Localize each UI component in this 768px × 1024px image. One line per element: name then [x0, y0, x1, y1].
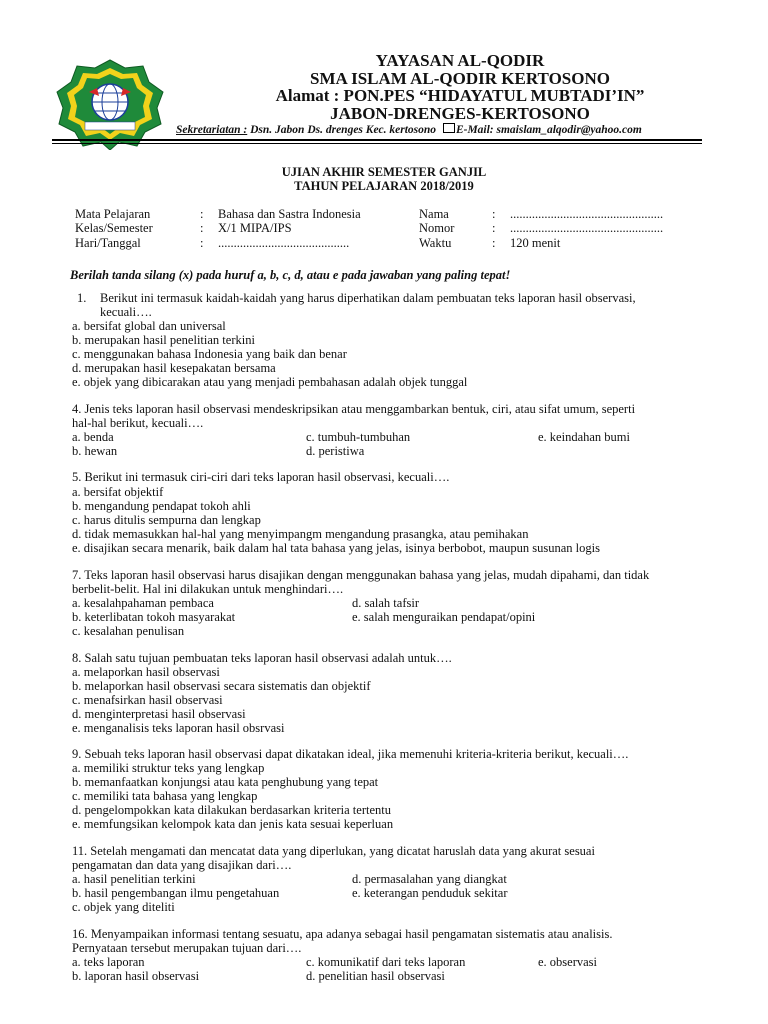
option-b: b. keterlibatan tokoh masyarakat	[72, 610, 236, 624]
question-text: 8. Salah satu tujuan pembuatan teks laporan hasil observasi adalah untuk….	[72, 651, 452, 665]
question-text: Pernyataan tersebut merupakan tujuan dari….	[72, 941, 302, 955]
option-a: a. bersifat global dan universal	[72, 319, 226, 333]
option-a: a. kesalahpahaman pembaca	[72, 596, 214, 610]
info-value: 120 menit	[510, 236, 561, 250]
option-e: e. salah menguraikan pendapat/opini	[352, 610, 536, 624]
info-label: Waktu	[419, 236, 452, 250]
info-label: Nomor	[419, 221, 455, 235]
info-label: Nama	[419, 207, 449, 221]
option-c: c. objek yang diteliti	[72, 900, 175, 914]
info-colon: :	[200, 207, 204, 221]
info-colon: :	[200, 236, 204, 250]
question-text: 4. Jenis teks laporan hasil observasi mendeskripsikan atau menggambarkan bentuk, ciri, atau sifat umum, seperti	[72, 402, 636, 416]
option-d: d. peristiwa	[306, 444, 365, 458]
info-colon: :	[492, 207, 496, 221]
option-e: e. keindahan bumi	[538, 430, 630, 444]
question-text: Berikut ini termasuk kaidah-kaidah yang harus diperhatikan dalam pembuatan teks laporan hasil observasi,	[100, 291, 636, 305]
foundation-name: YAYASAN AL-QODIR	[375, 51, 545, 70]
option-e: e. menganalisis teks laporan hasil obsrvasi	[72, 721, 285, 735]
secretariat-address: Dsn. Jabon Ds. drenges Kec. kertosono	[250, 124, 437, 136]
option-e: e. observasi	[538, 955, 598, 969]
question-text: 11. Setelah mengamati dan mencatat data yang diperlukan, yang dicatat haruslah data yang akurat sesuai	[72, 844, 595, 858]
email-text: E-Mail: smaislam_alqodir@yahoo.com	[455, 124, 642, 136]
info-value: X/1 MIPA/IPS	[218, 221, 292, 235]
option-d: d. menginterpretasi hasil observasi	[72, 707, 246, 721]
school-logo	[55, 58, 165, 150]
option-d: d. tidak memasukkan hal-hal yang menyimpangm mengandung prasangka, atau pemihakan	[72, 527, 529, 541]
question-text: 5. Berikut ini termasuk ciri-ciri dari teks laporan hasil observasi, kecuali….	[72, 470, 450, 484]
option-c: c. memiliki tata bahasa yang lengkap	[72, 789, 258, 803]
option-c: c. tumbuh-tumbuhan	[306, 430, 411, 444]
question-text: kecuali….	[100, 305, 152, 319]
secretariat-label: Sekretariatan :	[176, 124, 248, 136]
info-colon: :	[492, 236, 496, 250]
option-d: d. penelitian hasil observasi	[306, 969, 445, 983]
option-e: e. memfungsikan kelompok kata dan jenis kata sesuai keperluan	[72, 817, 394, 831]
question-text: berbelit-belit. Hal ini dilakukan untuk menghindari….	[72, 582, 344, 596]
option-c: c. kesalahan penulisan	[72, 624, 185, 638]
option-c: c. komunikatif dari teks laporan	[306, 955, 466, 969]
question-text: pengamatan dan data yang disajikan dari….	[72, 858, 292, 872]
info-colon: :	[492, 221, 496, 235]
question-text: hal-hal berikut, kecuali….	[72, 416, 204, 430]
info-value: .................................................	[510, 207, 664, 221]
option-c: c. harus ditulis sempurna dan lengkap	[72, 513, 261, 527]
option-a: a. melaporkan hasil observasi	[72, 665, 220, 679]
school-name: SMA ISLAM AL-QODIR KERTOSONO	[310, 69, 610, 88]
envelope-icon	[443, 123, 455, 133]
option-a: a. hasil penelitian terkini	[72, 872, 196, 886]
option-c: c. menafsirkan hasil observasi	[72, 693, 223, 707]
option-a: a. benda	[72, 430, 114, 444]
option-e: e. objek yang dibicarakan atau yang menjadi pembahasan adalah objek tunggal	[72, 375, 468, 389]
info-value: .................................................	[510, 221, 664, 235]
header-divider-thin	[52, 143, 702, 144]
option-c: c. menggunakan bahasa Indonesia yang baik dan benar	[72, 347, 347, 361]
header-divider	[52, 139, 702, 141]
info-value: ..........................................	[218, 236, 350, 250]
info-colon: :	[200, 221, 204, 235]
info-label: Mata Pelajaran	[75, 207, 151, 221]
info-value: Bahasa dan Sastra Indonesia	[218, 207, 361, 221]
exam-year: TAHUN PELAJARAN 2018/2019	[294, 179, 474, 193]
option-d: d. pengelompokkan kata dilakukan berdasarkan kriteria tertentu	[72, 803, 391, 817]
option-b: b. hasil pengembangan ilmu pengetahuan	[72, 886, 280, 900]
instruction: Berilah tanda silang (x) pada huruf a, b, c, d, atau e pada jawaban yang paling tepat!	[70, 268, 511, 282]
option-b: b. hewan	[72, 444, 118, 458]
option-b: b. mengandung pendapat tokoh ahli	[72, 499, 251, 513]
option-b: b. melaporkan hasil observasi secara sistematis dan objektif	[72, 679, 371, 693]
option-a: a. memiliki struktur teks yang lengkap	[72, 761, 265, 775]
secretariat-line	[176, 123, 642, 136]
option-a: a. bersifat objektif	[72, 485, 164, 499]
option-b: b. laporan hasil observasi	[72, 969, 200, 983]
question-text: 7. Teks laporan hasil observasi harus disajikan dengan menggunakan bahasa yang jelas, mudah dipahami, dan tidak	[72, 568, 650, 582]
option-d: d. salah tafsir	[352, 596, 419, 610]
address-line: Alamat : PON.PES “HIDAYATUL MUBTADI’IN”	[275, 86, 645, 105]
option-d: d. permasalahan yang diangkat	[352, 872, 507, 886]
question-text: 9. Sebuah teks laporan hasil observasi dapat dikatakan ideal, jika memenuhi kriteria-kriteria berikut, kecuali….	[72, 747, 629, 761]
option-e: e. keterangan penduduk sekitar	[352, 886, 508, 900]
option-b: b. memanfaatkan konjungsi atau kata penghubung yang tepat	[72, 775, 379, 789]
option-d: d. merupakan hasil kesepakatan bersama	[72, 361, 276, 375]
question-number: 1.	[77, 291, 87, 305]
option-a: a. teks laporan	[72, 955, 145, 969]
info-label: Hari/Tanggal	[75, 236, 141, 250]
exam-title: UJIAN AKHIR SEMESTER GANJIL	[281, 165, 487, 179]
info-label: Kelas/Semester	[75, 221, 153, 235]
question-text: 16. Menyampaikan informasi tentang sesuatu, apa adanya sebagai hasil pengamatan sistematis atau analisis.	[72, 927, 613, 941]
option-b: b. merupakan hasil penelitian terkini	[72, 333, 255, 347]
option-e: e. disajikan secara menarik, baik dalam hal tata bahasa yang jelas, isinya berbobot, maupun susunan logis	[72, 541, 600, 555]
location-line: JABON-DRENGES-KERTOSONO	[330, 104, 590, 123]
